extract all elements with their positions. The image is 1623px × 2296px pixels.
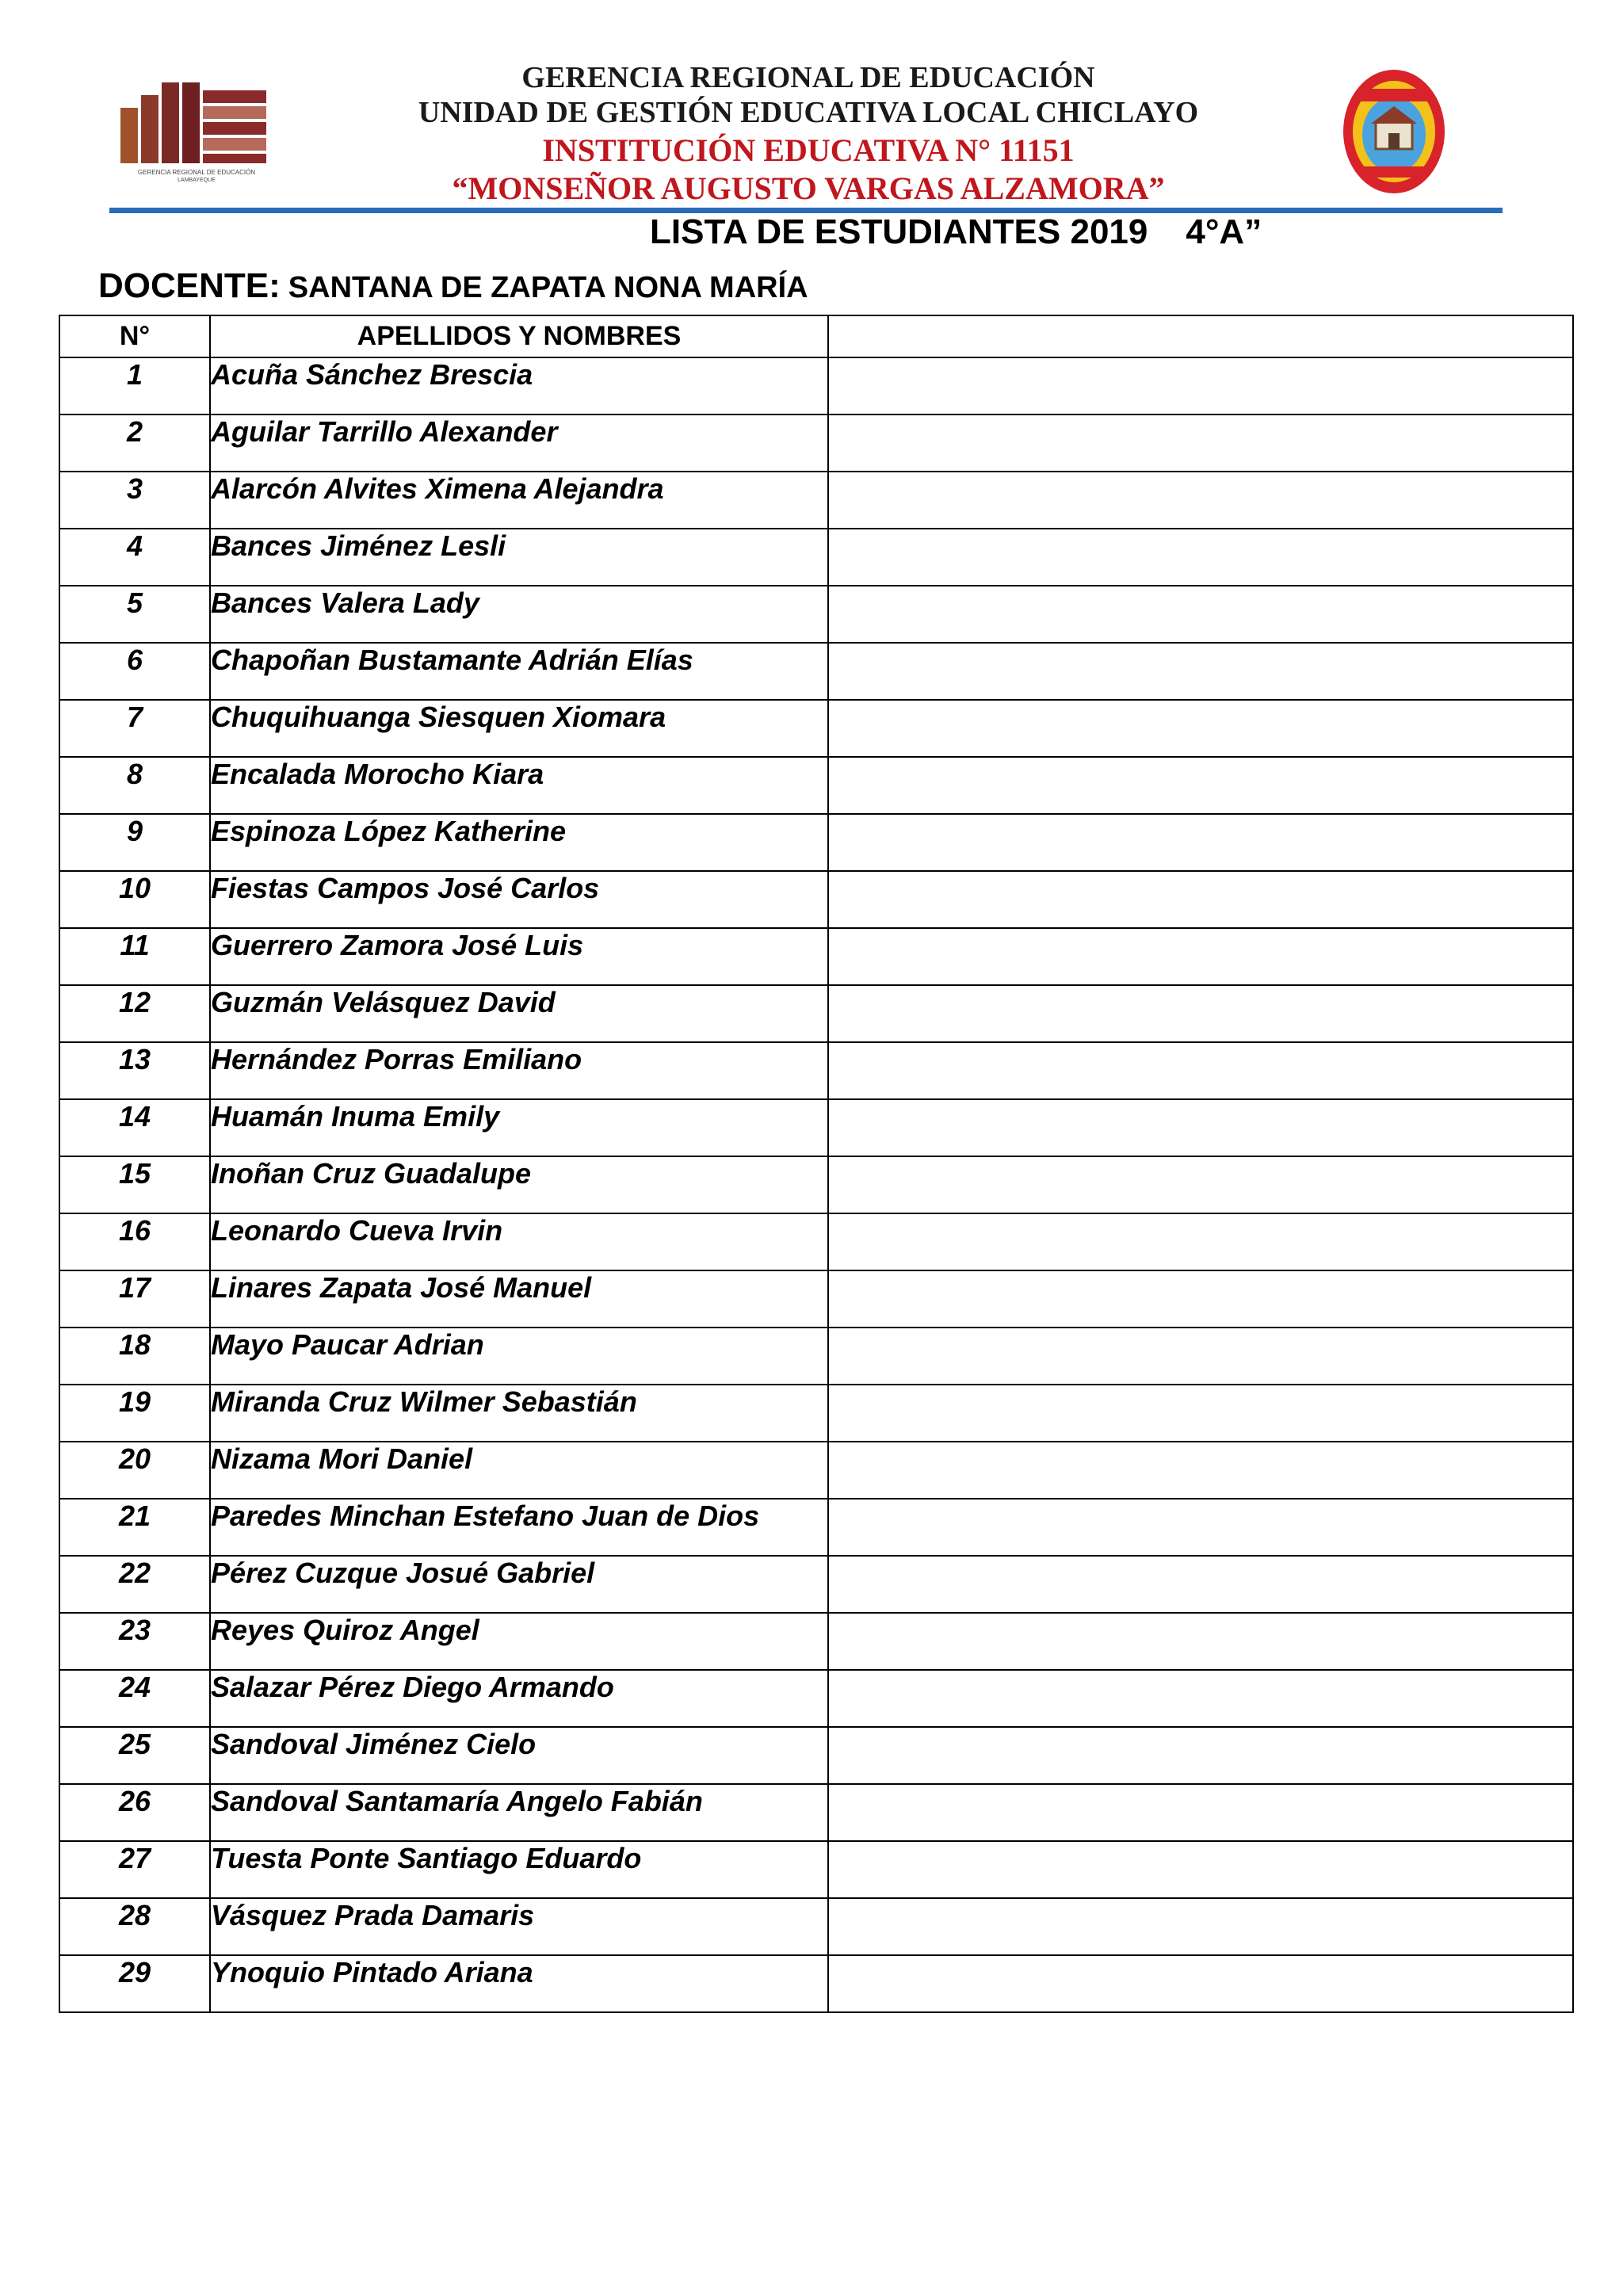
blank-cell <box>828 643 1573 700</box>
table-row <box>59 1670 1573 1727</box>
blank-cell <box>828 472 1573 529</box>
row-number: 25 <box>59 1727 210 1784</box>
building-blocks-logo <box>117 76 276 183</box>
row-number: 11 <box>59 928 210 985</box>
table-row <box>59 1099 1573 1156</box>
row-number: 10 <box>59 871 210 928</box>
table-row <box>59 529 1573 586</box>
student-name: Ynoquio Pintado Ariana <box>210 1955 828 2012</box>
table-row <box>59 871 1573 928</box>
table-row <box>59 472 1573 529</box>
blank-cell <box>828 1328 1573 1385</box>
blank-cell <box>828 1784 1573 1841</box>
row-number: 4 <box>59 529 210 586</box>
blank-cell <box>828 1156 1573 1213</box>
row-number: 1 <box>59 357 210 415</box>
blank-cell <box>828 1499 1573 1556</box>
blank-cell <box>828 1213 1573 1270</box>
table-row <box>59 1841 1573 1898</box>
row-number: 6 <box>59 643 210 700</box>
student-name: Hernández Porras Emiliano <box>210 1042 828 1099</box>
table-row <box>59 928 1573 985</box>
row-number: 18 <box>59 1328 210 1385</box>
blank-cell <box>828 1442 1573 1499</box>
row-number: 19 <box>59 1385 210 1442</box>
table-row <box>59 1270 1573 1328</box>
list-title-grade: 4°A” <box>1186 212 1262 251</box>
table-row <box>59 1042 1573 1099</box>
row-number: 15 <box>59 1156 210 1213</box>
table-row <box>59 757 1573 814</box>
list-title-main: LISTA DE ESTUDIANTES 2019 <box>650 212 1148 251</box>
blank-cell <box>828 928 1573 985</box>
row-number: 2 <box>59 415 210 472</box>
header-line-3: INSTITUCIÓN EDUCATIVA N° 11151 <box>542 132 1075 168</box>
blank-cell <box>828 871 1573 928</box>
document-header <box>0 0 1623 230</box>
student-name: Encalada Morocho Kiara <box>210 757 828 814</box>
student-name: Inoñan Cruz Guadalupe <box>210 1156 828 1213</box>
table-header-row <box>59 315 1573 357</box>
svg-text:LAMBAYEQUE: LAMBAYEQUE <box>178 178 216 183</box>
blank-cell <box>828 1613 1573 1670</box>
table-row <box>59 1556 1573 1613</box>
table-body <box>59 357 1573 2012</box>
header-number: N° <box>59 315 210 357</box>
blank-cell <box>828 1099 1573 1156</box>
blank-cell <box>828 415 1573 472</box>
table-row <box>59 643 1573 700</box>
row-number: 26 <box>59 1784 210 1841</box>
table-row <box>59 1727 1573 1784</box>
table-row <box>59 586 1573 643</box>
blank-cell <box>828 814 1573 871</box>
row-number: 14 <box>59 1099 210 1156</box>
row-number: 7 <box>59 700 210 757</box>
blank-cell <box>828 1556 1573 1613</box>
blank-cell <box>828 1042 1573 1099</box>
list-title <box>650 212 1262 252</box>
student-name: Guerrero Zamora José Luis <box>210 928 828 985</box>
row-number: 24 <box>59 1670 210 1727</box>
student-name: Pérez Cuzque Josué Gabriel <box>210 1556 828 1613</box>
row-number: 17 <box>59 1270 210 1328</box>
student-name: Chuquihuanga Siesquen Xiomara <box>210 700 828 757</box>
blank-cell <box>828 586 1573 643</box>
blank-cell <box>828 757 1573 814</box>
blank-cell <box>828 1841 1573 1898</box>
student-name: Vásquez Prada Damaris <box>210 1898 828 1955</box>
row-number: 12 <box>59 985 210 1042</box>
blank-cell <box>828 1385 1573 1442</box>
table-row <box>59 985 1573 1042</box>
blank-cell <box>828 700 1573 757</box>
student-name: Huamán Inuma Emily <box>210 1099 828 1156</box>
table-row <box>59 1328 1573 1385</box>
student-name: Acuña Sánchez Brescia <box>210 357 828 415</box>
table-row <box>59 1385 1573 1442</box>
table-row <box>59 1213 1573 1270</box>
table-row <box>59 1955 1573 2012</box>
header-blank <box>828 315 1573 357</box>
student-name: Bances Valera Lady <box>210 586 828 643</box>
teacher-label: DOCENTE: <box>98 266 281 305</box>
table-row <box>59 700 1573 757</box>
student-name: Fiestas Campos José Carlos <box>210 871 828 928</box>
blank-cell <box>828 1270 1573 1328</box>
row-number: 20 <box>59 1442 210 1499</box>
student-name: Mayo Paucar Adrian <box>210 1328 828 1385</box>
svg-text:GERENCIA REGIONAL DE EDUCACIÓN: GERENCIA REGIONAL DE EDUCACIÓN <box>137 169 256 176</box>
table-row <box>59 415 1573 472</box>
blank-cell <box>828 985 1573 1042</box>
table-row <box>59 1442 1573 1499</box>
row-number: 23 <box>59 1613 210 1670</box>
student-name: Leonardo Cueva Irvin <box>210 1213 828 1270</box>
row-number: 21 <box>59 1499 210 1556</box>
row-number: 8 <box>59 757 210 814</box>
student-name: Nizama Mori Daniel <box>210 1442 828 1499</box>
blank-cell <box>828 1955 1573 2012</box>
student-name: Salazar Pérez Diego Armando <box>210 1670 828 1727</box>
student-name: Linares Zapata José Manuel <box>210 1270 828 1328</box>
row-number: 3 <box>59 472 210 529</box>
blank-cell <box>828 1670 1573 1727</box>
header-line-1: GERENCIA REGIONAL DE EDUCACIÓN <box>521 61 1095 94</box>
header-names: APELLIDOS Y NOMBRES <box>210 315 828 357</box>
student-name: Tuesta Ponte Santiago Eduardo <box>210 1841 828 1898</box>
table-row <box>59 1784 1573 1841</box>
row-number: 5 <box>59 586 210 643</box>
row-number: 13 <box>59 1042 210 1099</box>
student-name: Aguilar Tarrillo Alexander <box>210 415 828 472</box>
teacher-line <box>98 266 808 306</box>
student-name: Espinoza López Katherine <box>210 814 828 871</box>
student-name: Alarcón Alvites Ximena Alejandra <box>210 472 828 529</box>
student-name: Sandoval Jiménez Cielo <box>210 1727 828 1784</box>
table-row <box>59 814 1573 871</box>
student-name: Bances Jiménez Lesli <box>210 529 828 586</box>
student-name: Chapoñan Bustamante Adrián Elías <box>210 643 828 700</box>
blank-cell <box>828 529 1573 586</box>
student-name: Miranda Cruz Wilmer Sebastián <box>210 1385 828 1442</box>
header-line-4: “MONSEÑOR AUGUSTO VARGAS ALZAMORA” <box>452 170 1165 206</box>
student-name: Reyes Quiroz Angel <box>210 1613 828 1670</box>
blank-cell <box>828 357 1573 415</box>
row-number: 16 <box>59 1213 210 1270</box>
row-number: 28 <box>59 1898 210 1955</box>
student-name: Sandoval Santamaría Angelo Fabián <box>210 1784 828 1841</box>
blank-cell <box>828 1727 1573 1784</box>
student-roster-table <box>59 315 1574 2013</box>
table-row <box>59 1613 1573 1670</box>
teacher-name: SANTANA DE ZAPATA NONA MARÍA <box>288 271 808 304</box>
school-crest-logo <box>1339 67 1449 197</box>
row-number: 9 <box>59 814 210 871</box>
table-row <box>59 357 1573 415</box>
student-name: Guzmán Velásquez David <box>210 985 828 1042</box>
row-number: 27 <box>59 1841 210 1898</box>
table-row <box>59 1156 1573 1213</box>
table-row <box>59 1499 1573 1556</box>
row-number: 22 <box>59 1556 210 1613</box>
header-line-2: UNIDAD DE GESTIÓN EDUCATIVA LOCAL CHICLAYO <box>418 96 1199 129</box>
row-number: 29 <box>59 1955 210 2012</box>
table-row <box>59 1898 1573 1955</box>
student-name: Paredes Minchan Estefano Juan de Dios <box>210 1499 828 1556</box>
blank-cell <box>828 1898 1573 1955</box>
